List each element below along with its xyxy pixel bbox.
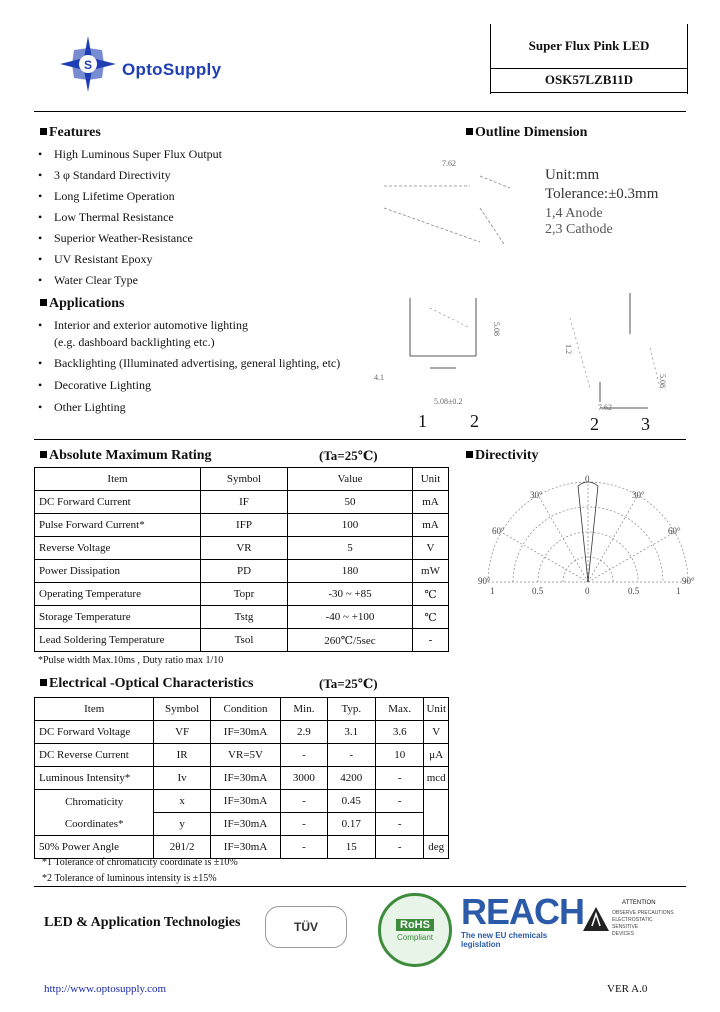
table-row: Power Dissipation PD 180 mW (35, 560, 449, 583)
angle-label: 90° (682, 576, 695, 586)
features-heading: Features (40, 125, 101, 141)
list-item: • Low Thermal Resistance (38, 210, 174, 224)
table-row: Luminous Intensity* Iv IF=30mA 3000 4200 - mcd (35, 767, 449, 790)
esd-warning-icon (582, 906, 610, 932)
table-row: y IF=30mA - 0.17 - (35, 813, 449, 836)
product-name: Super Flux Pink LED (491, 24, 687, 69)
esd-cert (582, 900, 686, 940)
col-header: Symbol (201, 468, 288, 491)
table-row: Lead Soldering Temperature Tsol 260℃/5sec - (35, 629, 449, 652)
list-item-sub: (e.g. dashboard backlighting etc.) (54, 335, 215, 349)
table-row: Pulse Forward Current* IFP 100 mA (35, 514, 449, 537)
outline-pin-cathode: 2,3 Cathode (545, 222, 613, 237)
esd-line: DEVICES (612, 931, 634, 937)
pin-label: 2 (590, 414, 599, 434)
star-logo-icon (58, 36, 118, 92)
rohs-cert (378, 893, 452, 967)
footer-divider (34, 886, 686, 887)
angle-label: 0 (585, 474, 590, 484)
pin-label: 2 (470, 411, 479, 431)
applications-list (38, 318, 340, 422)
rohs-label: RoHS (396, 919, 434, 931)
reach-cert (461, 891, 585, 949)
outline-heading: Outline Dimension (466, 125, 587, 141)
list-item: • Backlighting (Illuminated advertising, general lighting, etc) (38, 356, 341, 370)
brand-logo (58, 36, 288, 86)
abs-max-heading: Absolute Maximum Rating (40, 448, 212, 464)
eo-table (34, 697, 449, 859)
dim-label: 7.62 (598, 403, 612, 412)
esd-line: ELECTROSTATIC (612, 917, 653, 923)
outline-pin-anode: 1,4 Anode (545, 206, 603, 221)
website-link[interactable]: http://www.optosupply.com (44, 983, 167, 995)
list-item: • UV Resistant Epoxy (38, 252, 153, 266)
title-box (490, 24, 688, 94)
abs-max-note: *Pulse width Max.10ms , Duty ratio max 1/10 (38, 655, 224, 666)
table-row: Operating Temperature Topr -30 ~ +85 ℃ (35, 583, 449, 606)
outline-unit: Unit:mm (545, 167, 600, 183)
abs-max-condition: (Ta=25℃) (319, 448, 378, 463)
part-number: OSK57LZB11D (491, 68, 687, 93)
reach-subtitle: The new EU chemicals legislation (461, 931, 548, 949)
table-row: Reverse Voltage VR 5 V (35, 537, 449, 560)
pin-label: 1 (418, 411, 427, 431)
list-item: • High Luminous Super Flux Output (38, 147, 223, 161)
tuv-label: TÜV (294, 920, 318, 934)
mid-divider (34, 439, 686, 440)
angle-label: 60° (492, 526, 505, 536)
list-item: • Water Clear Type (38, 273, 138, 287)
table-row: DC Forward Voltage VF IF=30mA 2.9 3.1 3.6 V (35, 721, 449, 744)
list-item: • Interior and exterior automotive lighting (38, 318, 248, 332)
features-list (38, 147, 222, 294)
dim-label: 1.2 (564, 344, 573, 354)
reach-title: REACH (461, 891, 585, 932)
col-header: Item (35, 468, 201, 491)
directivity-chart (478, 472, 698, 602)
top-divider (34, 111, 686, 112)
svg-text:S: S (83, 58, 93, 72)
eo-note-2: *2 Tolerance of luminous intensity is ±15% (42, 873, 217, 884)
list-item: • Superior Weather-Resistance (38, 231, 193, 245)
radial-label: 0.5 (532, 586, 544, 596)
pin-label: 3 (641, 414, 650, 434)
radial-label: 1 (676, 586, 681, 596)
applications-heading: Applications (40, 296, 124, 312)
dim-label: 7.62 (442, 159, 456, 168)
tuv-cert (265, 906, 347, 948)
angle-label: 30° (530, 490, 543, 500)
version-label: VER A.0 (607, 983, 648, 995)
table-header-row (35, 468, 449, 491)
dim-label: 5.08 (658, 374, 667, 388)
directivity-heading: Directivity (466, 448, 539, 464)
brand-name: OptoSupply (122, 60, 222, 79)
esd-line: OBSERVE PRECAUTIONS (612, 910, 674, 916)
rohs-sub: Compliant (396, 932, 433, 942)
esd-title: ATTENTION (622, 900, 656, 906)
radial-label: 0 (585, 586, 590, 596)
footer-tagline: LED & Application Technologies (44, 915, 241, 930)
eo-note-1: *1 Tolerance of chromaticity coordinate is ±10% (42, 857, 238, 868)
radial-label: 0.5 (628, 586, 640, 596)
angle-label: 90° (478, 576, 491, 586)
list-item: • Other Lighting (38, 400, 126, 414)
abs-max-table (34, 467, 449, 652)
angle-label: 30° (632, 490, 645, 500)
table-row: DC Reverse Current IR VR=5V - - 10 μA (35, 744, 449, 767)
col-header: Value (288, 468, 413, 491)
table-row: Storage Temperature Tstg -40 ~ +100 ℃ (35, 606, 449, 629)
table-header-row: Item Symbol Condition Min. Typ. Max. Unit (35, 698, 449, 721)
table-row: Chromaticity Coordinates* x IF=30mA - 0.45 - (35, 790, 449, 813)
list-item: • 3 φ Standard Directivity (38, 168, 171, 182)
table-row: 50% Power Angle 2θ1/2 IF=30mA - 15 - deg (35, 836, 449, 859)
radial-label: 1 (490, 586, 495, 596)
list-item: • Decorative Lighting (38, 378, 151, 392)
eo-condition: (Ta=25℃) (319, 676, 378, 691)
table-row: DC Forward Current IF 50 mA (35, 491, 449, 514)
outline-tolerance: Tolerance:±0.3mm (545, 186, 659, 202)
list-item: • Long Lifetime Operation (38, 189, 175, 203)
eo-heading: Electrical -Optical Characteristics (40, 676, 253, 692)
angle-label: 60° (668, 526, 681, 536)
esd-line: SENSITIVE (612, 924, 639, 930)
dim-label: 5.08 (492, 322, 501, 336)
col-header: Unit (413, 468, 449, 491)
dim-label: 5.08±0.2 (434, 397, 463, 406)
dim-label: 4.1 (374, 373, 384, 382)
